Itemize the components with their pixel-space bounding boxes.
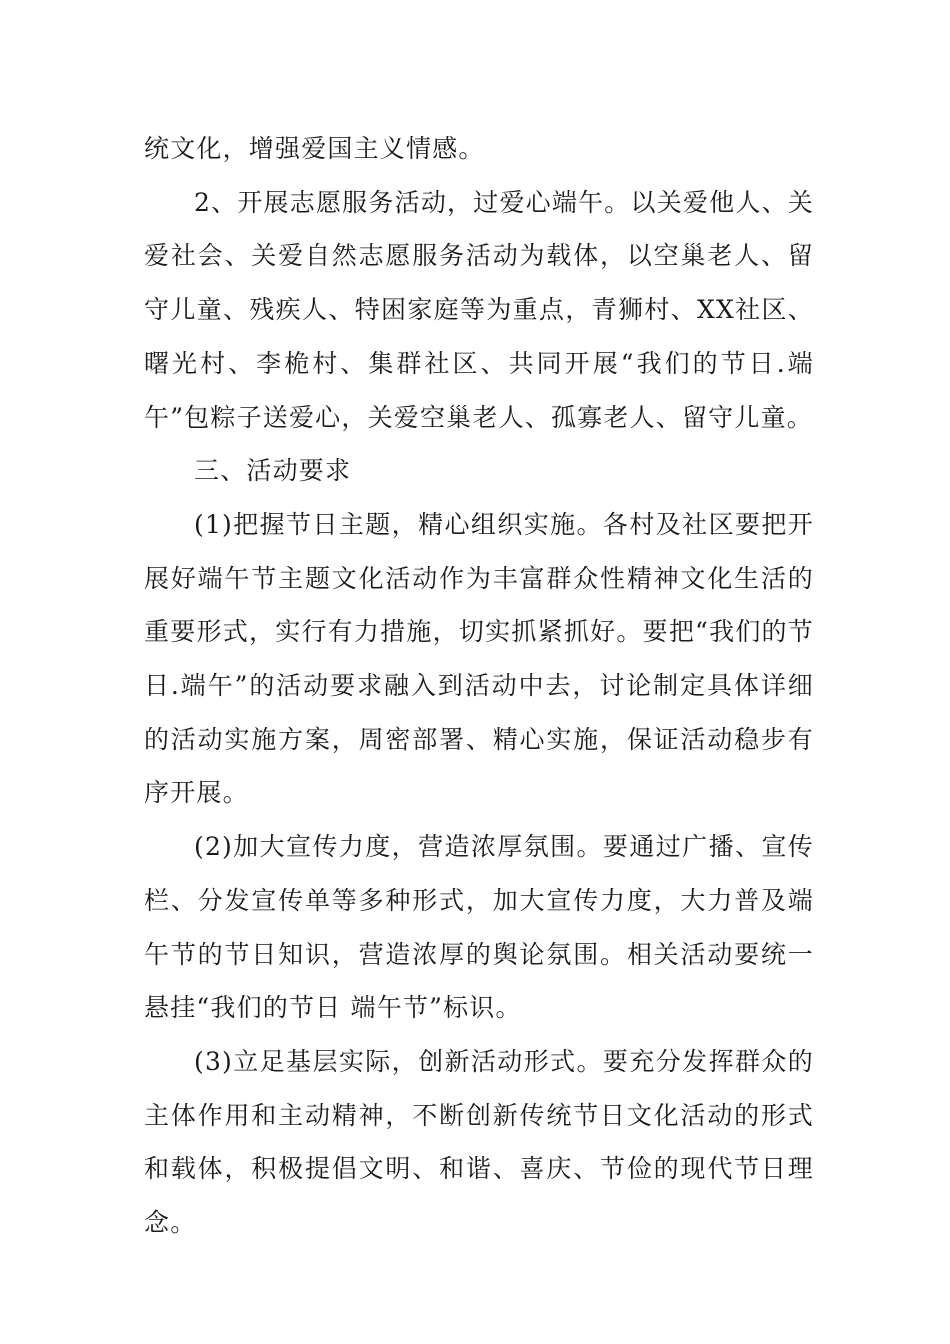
paragraph-continuation: 统文化，增强爱国主义情感。 <box>144 134 485 163</box>
paragraph-volunteer-activity: 2、开展志愿服务活动，过爱心端午。以关爱他人、关爱社会、关爱自然志愿服务活动为载体，以空巢老人、留守儿童、残疾人、特困家庭等为重点，青狮村、XX社区、曙光村、李桅村、集群社区、共同开展“我们的节日.端午”包粽子送爱心，关爱空巢老人、孤寡老人、留守儿童。 <box>144 187 814 432</box>
section-heading-requirements: 三、活动要求 <box>194 456 352 486</box>
paragraph-requirement-3: (3)立足基层实际，创新活动形式。要充分发挥群众的主体作用和主动精神，不断创新传统节日文化活动的形式和载体，积极提倡文明、和谐、喜庆、节俭的现代节日理念。 <box>144 1046 814 1238</box>
document-body <box>144 122 814 1250</box>
paragraph-requirement-1: (1)把握节日主题，精心组织实施。各村及社区要把开展好端午节主题文化活动作为丰富群众性精神文化生活的重要形式，实行有力措施，切实抓紧抓好。要把“我们的节日.端午”的活动要求融入到活动中去，讨论制定具体详细的活动实施方案，周密部署、精心实施，保证活动稳步有序开展。 <box>144 509 814 808</box>
paragraph-requirement-2: (2)加大宣传力度，营造浓厚氛围。要通过广播、宣传栏、分发宣传单等多种形式，加大宣传力度，大力普及端午节的节日知识，营造浓厚的舆论氛围。相关活动要统一悬挂“我们的节日 端午节”标识。 <box>144 832 814 1023</box>
